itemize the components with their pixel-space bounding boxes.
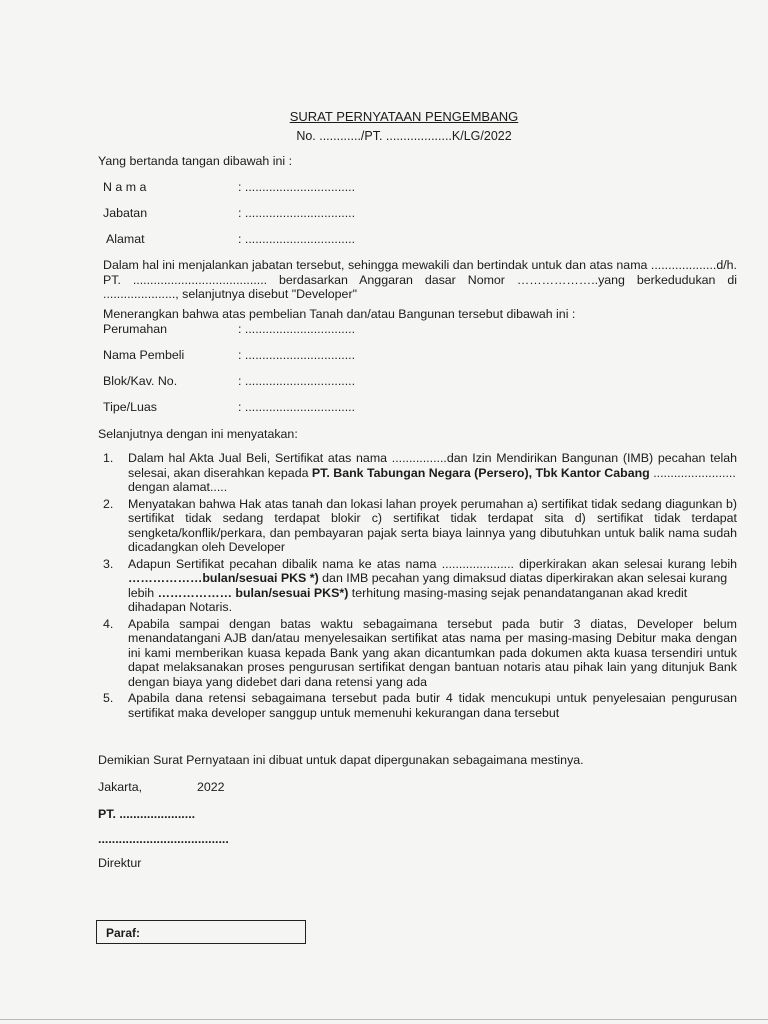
item-line: sertifikat tidak sedang terdapat blokir c) sertifikat tidak terdapat sita d) sertifikat tidak terdapat: [128, 511, 737, 525]
item-line: dicadangkan oleh Developer: [128, 540, 286, 554]
item-line: Adapun Sertifikat pecahan dibalik nama ke atas nama ..................... diperkirakan akan selesai kurang lebih: [128, 556, 737, 571]
field-label-nama: N a m a: [103, 180, 147, 194]
field-value-tipe: : ................................: [238, 400, 356, 414]
item-line: ………………bulan/sesuai PKS *) dan IMB pecahan yang dimaksud diatas diperkirakan akan selesai kurang: [128, 571, 728, 585]
item-line: menandatangani AJB dan/atau menyelesaikan sertifikat atas nama per masing-masing Debitur maka dengan: [128, 631, 737, 645]
document-number: No. ............/PT. ...................K/LG/2022: [296, 129, 512, 143]
field-label-perumahan: Perumahan: [103, 322, 168, 336]
item-number: 4.: [103, 616, 114, 631]
statement-list: [103, 451, 737, 720]
item-number: 5.: [103, 691, 114, 705]
field-label-jabatan: Jabatan: [103, 206, 148, 220]
field-value-blok: : ................................: [238, 374, 356, 388]
item-line: selesai, akan diserahkan kepada PT. Bank Tabungan Negara (Persero), Tbk Kantor Cabang ........................: [128, 465, 736, 480]
list-item: [103, 451, 737, 495]
intro-text: Yang bertanda tangan dibawah ini :: [98, 154, 293, 168]
paraf-label: Paraf:: [106, 926, 141, 940]
representation-paragraph: [103, 258, 737, 302]
explain-text: Menerangkan bahwa atas pembelian Tanah dan/atau Bangunan tersebut dibawah ini :: [103, 307, 576, 321]
item-line: dihadapan Notaris.: [128, 600, 233, 614]
item-line: Dalam hal Akta Jual Beli, Sertifikat atas nama ................dan Izin Mendirikan Bangunan (IMB) pecahan telah: [128, 451, 737, 465]
field-value-perumahan: : ................................: [238, 322, 356, 336]
item-line: Menyatakan bahwa Hak atas tanah dan lokasi lahan proyek perumahan a) sertifikat tidak sedang diagunkan b): [128, 496, 737, 511]
field-value-nama: : ................................: [238, 180, 356, 194]
list-item: [103, 557, 737, 615]
item-line: Apabila dana retensi sebagaimana tersebut pada butir 4 tidak mencukupi untuk penyelesaian pengurusan: [128, 691, 737, 705]
place-text: Jakarta,: [98, 780, 143, 794]
field-label-nama-pembeli: Nama Pembeli: [103, 348, 185, 362]
field-value-jabatan: : ................................: [238, 206, 356, 220]
closing-text: Demikian Surat Pernyataan ini dibuat untuk dapat dipergunakan sebagaimana mestinya.: [98, 753, 584, 767]
year-text: 2022: [197, 780, 225, 794]
item-line: sengketa/konflik/perkara, dan pembayaran pajak serta biaya lainnya yang dibutuhkan untuk balik nama sudah: [128, 525, 737, 540]
list-item: [103, 691, 737, 720]
item-line: dengan alamat.....: [128, 480, 228, 494]
declare-text: Selanjutnya dengan ini menyatakan:: [98, 427, 298, 441]
item-number: 1.: [103, 451, 114, 465]
item-line: ini kami memberikan kuasa kepada Bank yang akan dicantumkan pada dokumen akta kuasa tersendiri untuk: [128, 645, 737, 660]
item-line: lebih ……………… bulan/sesuai PKS*) terhitung masing-masing sejak penandatanganan akad kredit: [128, 585, 688, 600]
page-edge-line: [0, 1019, 768, 1020]
field-label-alamat: Alamat: [106, 232, 145, 246]
item-number: 2.: [103, 496, 114, 511]
list-item: [103, 617, 737, 690]
representation-line: PT. ....................................... berdasarkan Anggaran dasar Nomor ………………..yang berkedudukan di: [103, 272, 737, 287]
paraf-box: [96, 920, 306, 944]
field-value-nama-pembeli: : ................................: [238, 348, 356, 362]
item-number: 3.: [103, 556, 114, 571]
company-text: PT. ......................: [98, 807, 196, 821]
item-line: dengan biaya yang didebet dari dana retensi yang ada: [128, 674, 427, 689]
item-line: Apabila sampai dengan batas waktu sebagaimana tersebut pada butir 3 diatas, Developer belum: [128, 616, 737, 631]
item-line: dapat melaksanakan proses pengurusan sertifikat dengan bantuan notaris atau pihak lain yang ditunjuk Bank: [128, 660, 737, 674]
field-value-alamat: : ................................: [238, 232, 356, 246]
list-item: [103, 497, 737, 555]
field-label-tipe: Tipe/Luas: [103, 400, 157, 414]
representation-line: ....................., selanjutnya disebut "Developer": [103, 287, 357, 301]
signature-line: ......................................: [98, 832, 229, 846]
field-label-blok: Blok/Kav. No.: [103, 374, 178, 388]
document-title: SURAT PERNYATAAN PENGEMBANG: [289, 109, 519, 124]
representation-line: Dalam hal ini menjalankan jabatan tersebut, sehingga mewakili dan bertindak untuk dan atas nama ...................d/h.: [103, 258, 737, 272]
position-text: Direktur: [98, 856, 142, 870]
item-line: sertifikat maka developer sanggup untuk memenuhi kekurangan dana tersebut: [128, 705, 560, 720]
